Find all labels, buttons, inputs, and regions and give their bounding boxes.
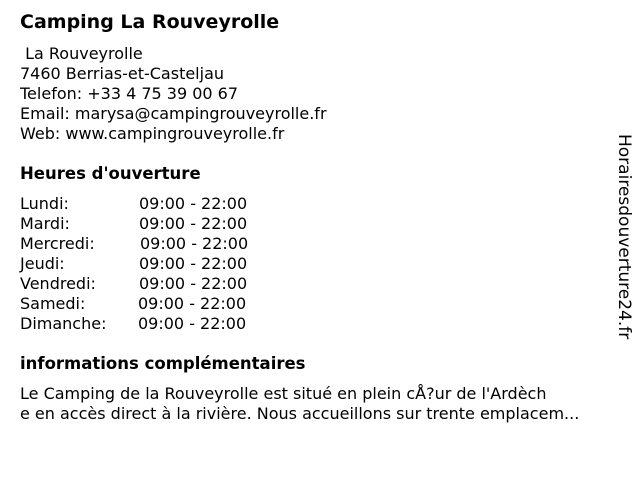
day-label: Vendredi: bbox=[20, 274, 96, 293]
hours-row-sunday bbox=[20, 314, 280, 334]
time-value: 09:00 - 22:00 bbox=[138, 294, 247, 313]
time-value: 09:00 - 22:00 bbox=[138, 314, 247, 333]
time-value: 09:00 - 22:00 bbox=[139, 254, 248, 273]
email-line: Email: marysa@campingrouveyrolle.fr bbox=[20, 104, 327, 123]
day-label: Mardi: bbox=[20, 214, 70, 233]
day-label: Jeudi: bbox=[20, 254, 65, 273]
hours-row-wednesday bbox=[20, 234, 280, 254]
time-value: 09:00 - 22:00 bbox=[139, 274, 248, 293]
day-label: Samedi: bbox=[20, 294, 86, 313]
hours-row-friday bbox=[20, 274, 280, 294]
hours-row-tuesday bbox=[20, 214, 280, 234]
hours-row-thursday bbox=[20, 254, 280, 274]
time-value: 09:00 - 22:00 bbox=[139, 214, 248, 233]
site-watermark-label: Horairesdouverture24.fr bbox=[614, 134, 634, 340]
web-line: Web: www.campingrouveyrolle.fr bbox=[20, 124, 285, 143]
time-value: 09:00 - 22:00 bbox=[140, 234, 249, 253]
business-name: Camping La Rouveyrolle bbox=[20, 11, 280, 33]
address-city: 7460 Berrias-et-Casteljau bbox=[20, 64, 225, 83]
phone-line: Telefon: +33 4 75 39 00 67 bbox=[20, 84, 239, 103]
day-label: Mercredi: bbox=[20, 234, 95, 253]
additional-info-heading: informations complémentaires bbox=[20, 354, 306, 373]
opening-hours-heading: Heures d'ouverture bbox=[20, 164, 201, 183]
hours-row-monday bbox=[20, 194, 280, 214]
opening-hours-table bbox=[20, 194, 280, 334]
day-label: Dimanche: bbox=[20, 314, 107, 333]
contact-block bbox=[20, 44, 327, 144]
info-line-1: Le Camping de la Rouveyrolle est situé en plein cÅ?ur de l'Ardèch bbox=[20, 384, 547, 403]
hours-row-saturday bbox=[20, 294, 280, 314]
day-label: Lundi: bbox=[20, 194, 69, 213]
info-line-2: e en accès direct à la rivière. Nous accueillons sur trente emplacem... bbox=[20, 404, 580, 423]
additional-info-text bbox=[20, 384, 630, 424]
address-street: La Rouveyrolle bbox=[20, 44, 143, 63]
time-value: 09:00 - 22:00 bbox=[139, 194, 248, 213]
